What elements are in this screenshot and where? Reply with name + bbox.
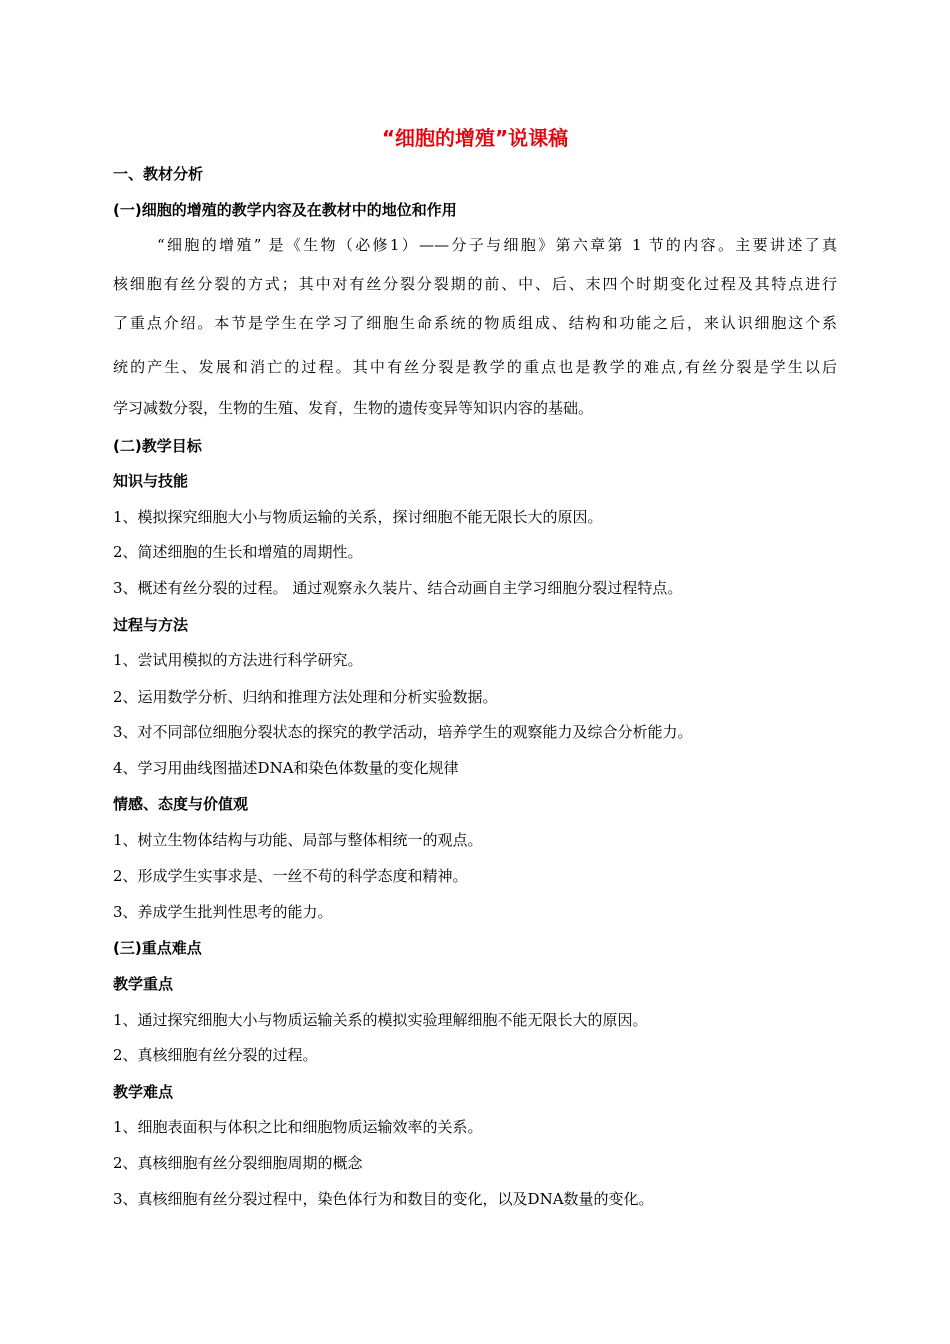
document-title: “细胞的增殖”说课稿 xyxy=(381,126,569,150)
subsection-heading-teaching-goals: (二)教学目标 xyxy=(113,437,202,455)
list-item: 2、简述细胞的生长和增殖的周期性。 xyxy=(113,543,363,561)
section-heading-textbook-analysis: 一、教材分析 xyxy=(113,165,204,183)
list-item: 2、运用数学分析、归纳和推理方法处理和分析实验数据。 xyxy=(113,688,498,706)
paragraph-line: 核细胞有丝分裂的方式；其中对有丝分裂分裂期的前、中、后、末四个时期变化过程及其特点进行 xyxy=(113,275,837,293)
paragraph-line: “细胞的增殖” 是《生物（必修1）——分子与细胞》第六章第 1 节的内容。主要讲述了真 xyxy=(157,236,837,254)
list-item: 1、通过探究细胞大小与物质运输关系的模拟实验理解细胞不能无限长大的原因。 xyxy=(113,1011,648,1029)
list-item: 1、模拟探究细胞大小与物质运输的关系，探讨细胞不能无限长大的原因。 xyxy=(113,508,603,526)
list-item: 2、真核细胞有丝分裂细胞周期的概念 xyxy=(113,1154,363,1172)
list-item: 3、概述有丝分裂的过程。 通过观察永久装片、结合动画自主学习细胞分裂过程特点。 xyxy=(113,579,683,597)
paragraph-line: 统的产生、发展和消亡的过程。其中有丝分裂是教学的重点也是教学的难点,有丝分裂是学生以后 xyxy=(113,358,837,376)
list-item: 2、真核细胞有丝分裂的过程。 xyxy=(113,1046,318,1064)
list-item: 4、学习用曲线图描述DNA和染色体数量的变化规律 xyxy=(113,759,459,777)
heading-teaching-key-points: 教学重点 xyxy=(113,975,174,993)
goal-heading-process-methods: 过程与方法 xyxy=(113,616,189,634)
goal-heading-knowledge-skills: 知识与技能 xyxy=(113,472,189,490)
goal-heading-emotion-values: 情感、态度与价值观 xyxy=(113,795,249,813)
list-item: 1、尝试用模拟的方法进行科学研究。 xyxy=(113,651,363,669)
heading-teaching-difficulties: 教学难点 xyxy=(113,1083,174,1101)
paragraph-line: 了重点介绍。本节是学生在学习了细胞生命系统的物质组成、结构和功能之后，来认识细胞这个系 xyxy=(113,314,837,332)
list-item: 1、细胞表面积与体积之比和细胞物质运输效率的关系。 xyxy=(113,1118,483,1136)
list-item: 3、养成学生批判性思考的能力。 xyxy=(113,903,333,921)
paragraph-line: 学习减数分裂，生物的生殖、发育，生物的遗传变异等知识内容的基础。 xyxy=(113,399,594,417)
list-item: 2、形成学生实事求是、一丝不苟的科学态度和精神。 xyxy=(113,867,468,885)
subsection-heading-content-position: (一)细胞的增殖的教学内容及在教材中的地位和作用 xyxy=(113,201,457,219)
list-item: 3、对不同部位细胞分裂状态的探究的教学活动，培养学生的观察能力及综合分析能力。 xyxy=(113,723,693,741)
subsection-heading-key-difficult: (三)重点难点 xyxy=(113,939,202,957)
list-item: 3、真核细胞有丝分裂过程中，染色体行为和数目的变化，以及DNA数量的变化。 xyxy=(113,1190,654,1208)
list-item: 1、树立生物体结构与功能、局部与整体相统一的观点。 xyxy=(113,831,483,849)
